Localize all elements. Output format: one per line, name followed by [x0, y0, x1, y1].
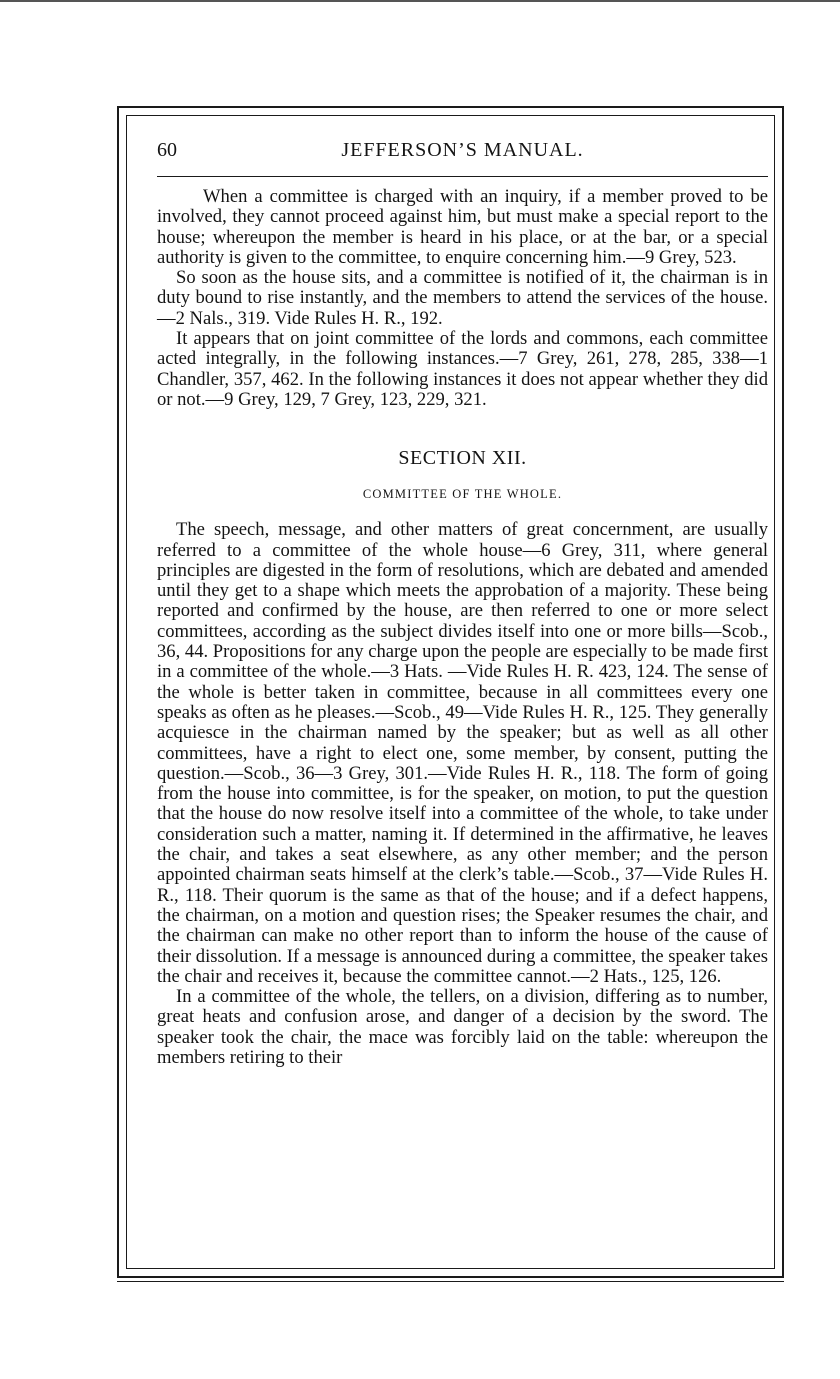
paragraph: When a committee is charged with an inquiry, if a member proved to be involved, they cannot proceed against him, but must make a special report to the house; whereupon the member is heard in his place, or at the bar, or a special authority is given to the committee, to enquire concerning him.—9 Grey, 523. [157, 186, 768, 268]
page-header [157, 128, 768, 172]
page-content [157, 128, 768, 1068]
section-title: SECTION XII. [398, 447, 527, 470]
paragraph: So soon as the house sits, and a committee is notified of it, the chairman is in duty bound to rise instantly, and the members to attend the services of the house.—2 Nals., 319. Vide Rules H. R., 192. [157, 267, 768, 329]
running-title: JEFFERSON’S MANUAL. [341, 139, 584, 161]
paragraph: In a committee of the whole, the tellers, on a division, differing as to number, great heats and confusion arose, and danger of a decision by the sword. The speaker took the chair, the mace was forcibly laid on the table: whereupon the members retiring to their [157, 986, 768, 1068]
section-subtitle: COMMITTEE OF THE WHOLE. [362, 487, 563, 502]
paragraph: The speech, message, and other matters of great concernment, are usually referred to a committee of the whole house—6 Grey, 311, where general principles are digested in the form of resolutions, which are debated and amended until they get to a shape which meets the approbation of a majority. These being reported and confirmed by the house, are then referred to one or more select committees, according as the subject divides itself into one or more bills—Scob., 36, 44. Propositions for any charge upon the people are especially to be made first in a committee of the whole.—3 Hats. —Vide Rules H. R. 423, 124. The sense of the whole is better taken in committee, because in all committees every one speaks as often as he pleases.—Scob., 49—Vide Rules H. R., 125. They generally acquiesce in the chairman named by the speaker; but as well as all other committees, have a right to elect one, some member, by consent, putting the question.—Scob., 36—3 Grey, 301.—Vide Rules H. R., 118. The form of going from the house into committee, is for the speaker, on motion, to put the question that the house do now resolve itself into a committee of the whole, to take under consideration such a matter, naming it. If determined in the affirmative, he leaves the chair, and takes a seat elsewhere, as any other member; and the person appointed chairman seats himself at the clerk’s table.—Scob., 37—Vide Rules H. R., 118. Their quorum is the same as that of the house; and if a defect happens, the chairman, on a motion and question rises; the Speaker resumes the chair, and the chairman can make no other report than to inform the house of the cause of their dissolution. If a message is announced during a committee, the speaker takes the chair and receives it, because the committee cannot.—2 Hats., 125, 126. [157, 519, 769, 987]
paragraph: It appears that on joint committee of the lords and commons, each committee acted integrally, in the following instances.—7 Grey, 261, 278, 285, 338—1 Chandler, 357, 462. In the following instances it does not appear whether they did or not.—9 Grey, 129, 7 Grey, 123, 229, 321. [157, 328, 768, 410]
top-edge-rule [0, 0, 840, 2]
header-rule [157, 176, 768, 177]
page-number: 60 [157, 139, 177, 161]
page-border-bottom-rule [117, 1281, 784, 1282]
